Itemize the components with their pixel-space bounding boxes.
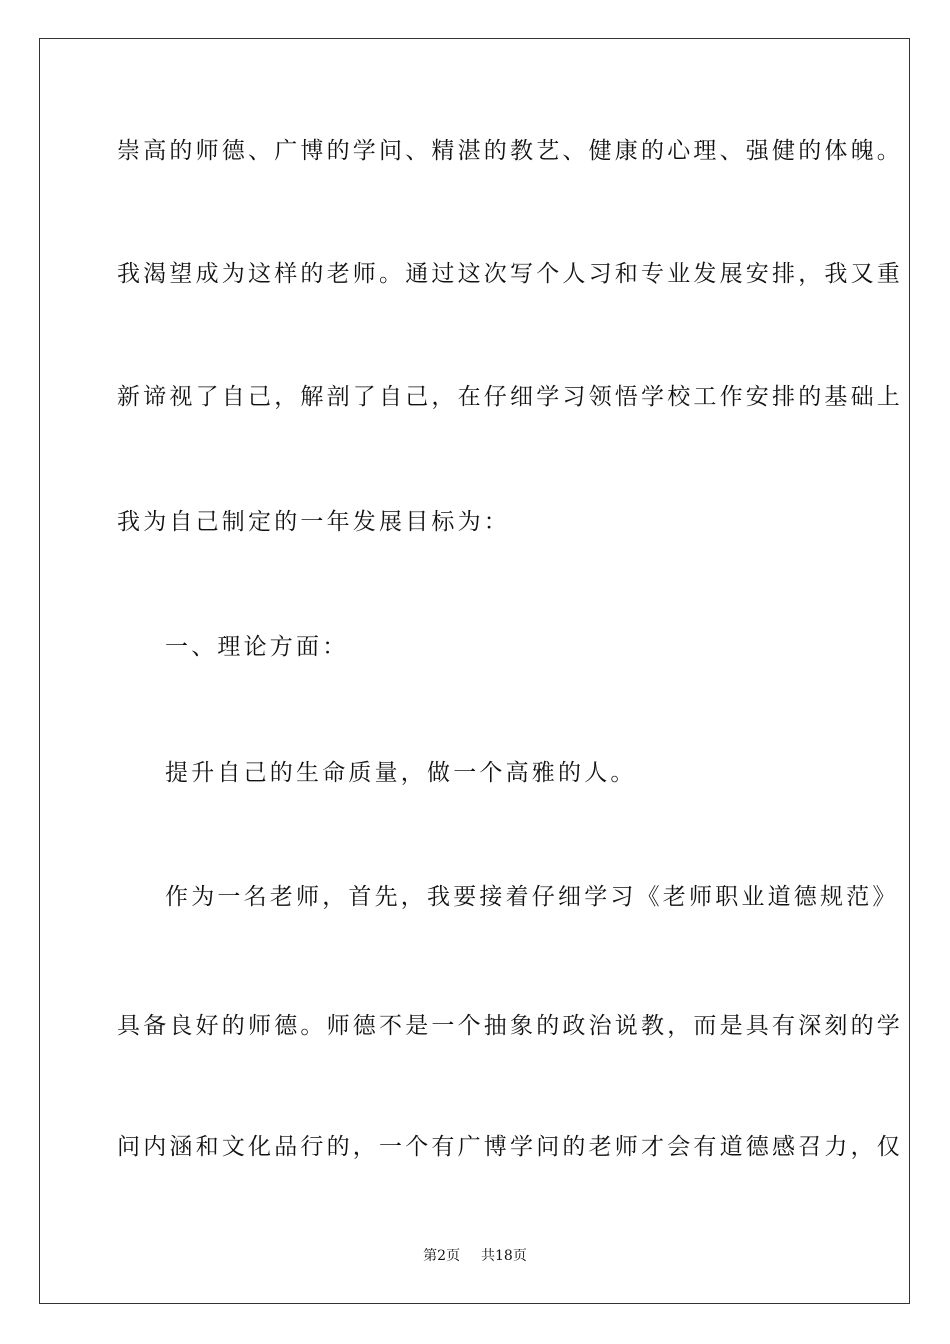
- paragraph-line: 具备良好的师德。师德不是一个抽象的政治说教，而是具有深刻的学: [117, 1013, 903, 1039]
- page-number: 第2页: [423, 1248, 461, 1264]
- paragraph-line: 我为自己制定的一年发展目标为：: [117, 509, 510, 535]
- page-total: 共18页: [481, 1248, 527, 1264]
- paragraph-line: 新谛视了自己，解剖了自己，在仔细学习领悟学校工作安排的基础上: [117, 384, 903, 410]
- page-frame: [39, 38, 910, 1304]
- paragraph-line: 我渴望成为这样的老师。通过这次写个人习和专业发展安排，我又重: [117, 261, 903, 287]
- section-heading: 一、理论方面：: [165, 634, 349, 660]
- paragraph-line: 作为一名老师，首先，我要接着仔细学习《老师职业道德规范》: [165, 884, 899, 910]
- paragraph-line: 提升自己的生命质量，做一个高雅的人。: [165, 760, 637, 786]
- paragraph-line: 崇高的师德、广博的学问、精湛的教艺、健康的心理、强健的体魄。: [117, 138, 903, 164]
- paragraph-line: 问内涵和文化品行的，一个有广博学问的老师才会有道德感召力，仅: [117, 1134, 903, 1160]
- page-footer: [0, 1246, 950, 1266]
